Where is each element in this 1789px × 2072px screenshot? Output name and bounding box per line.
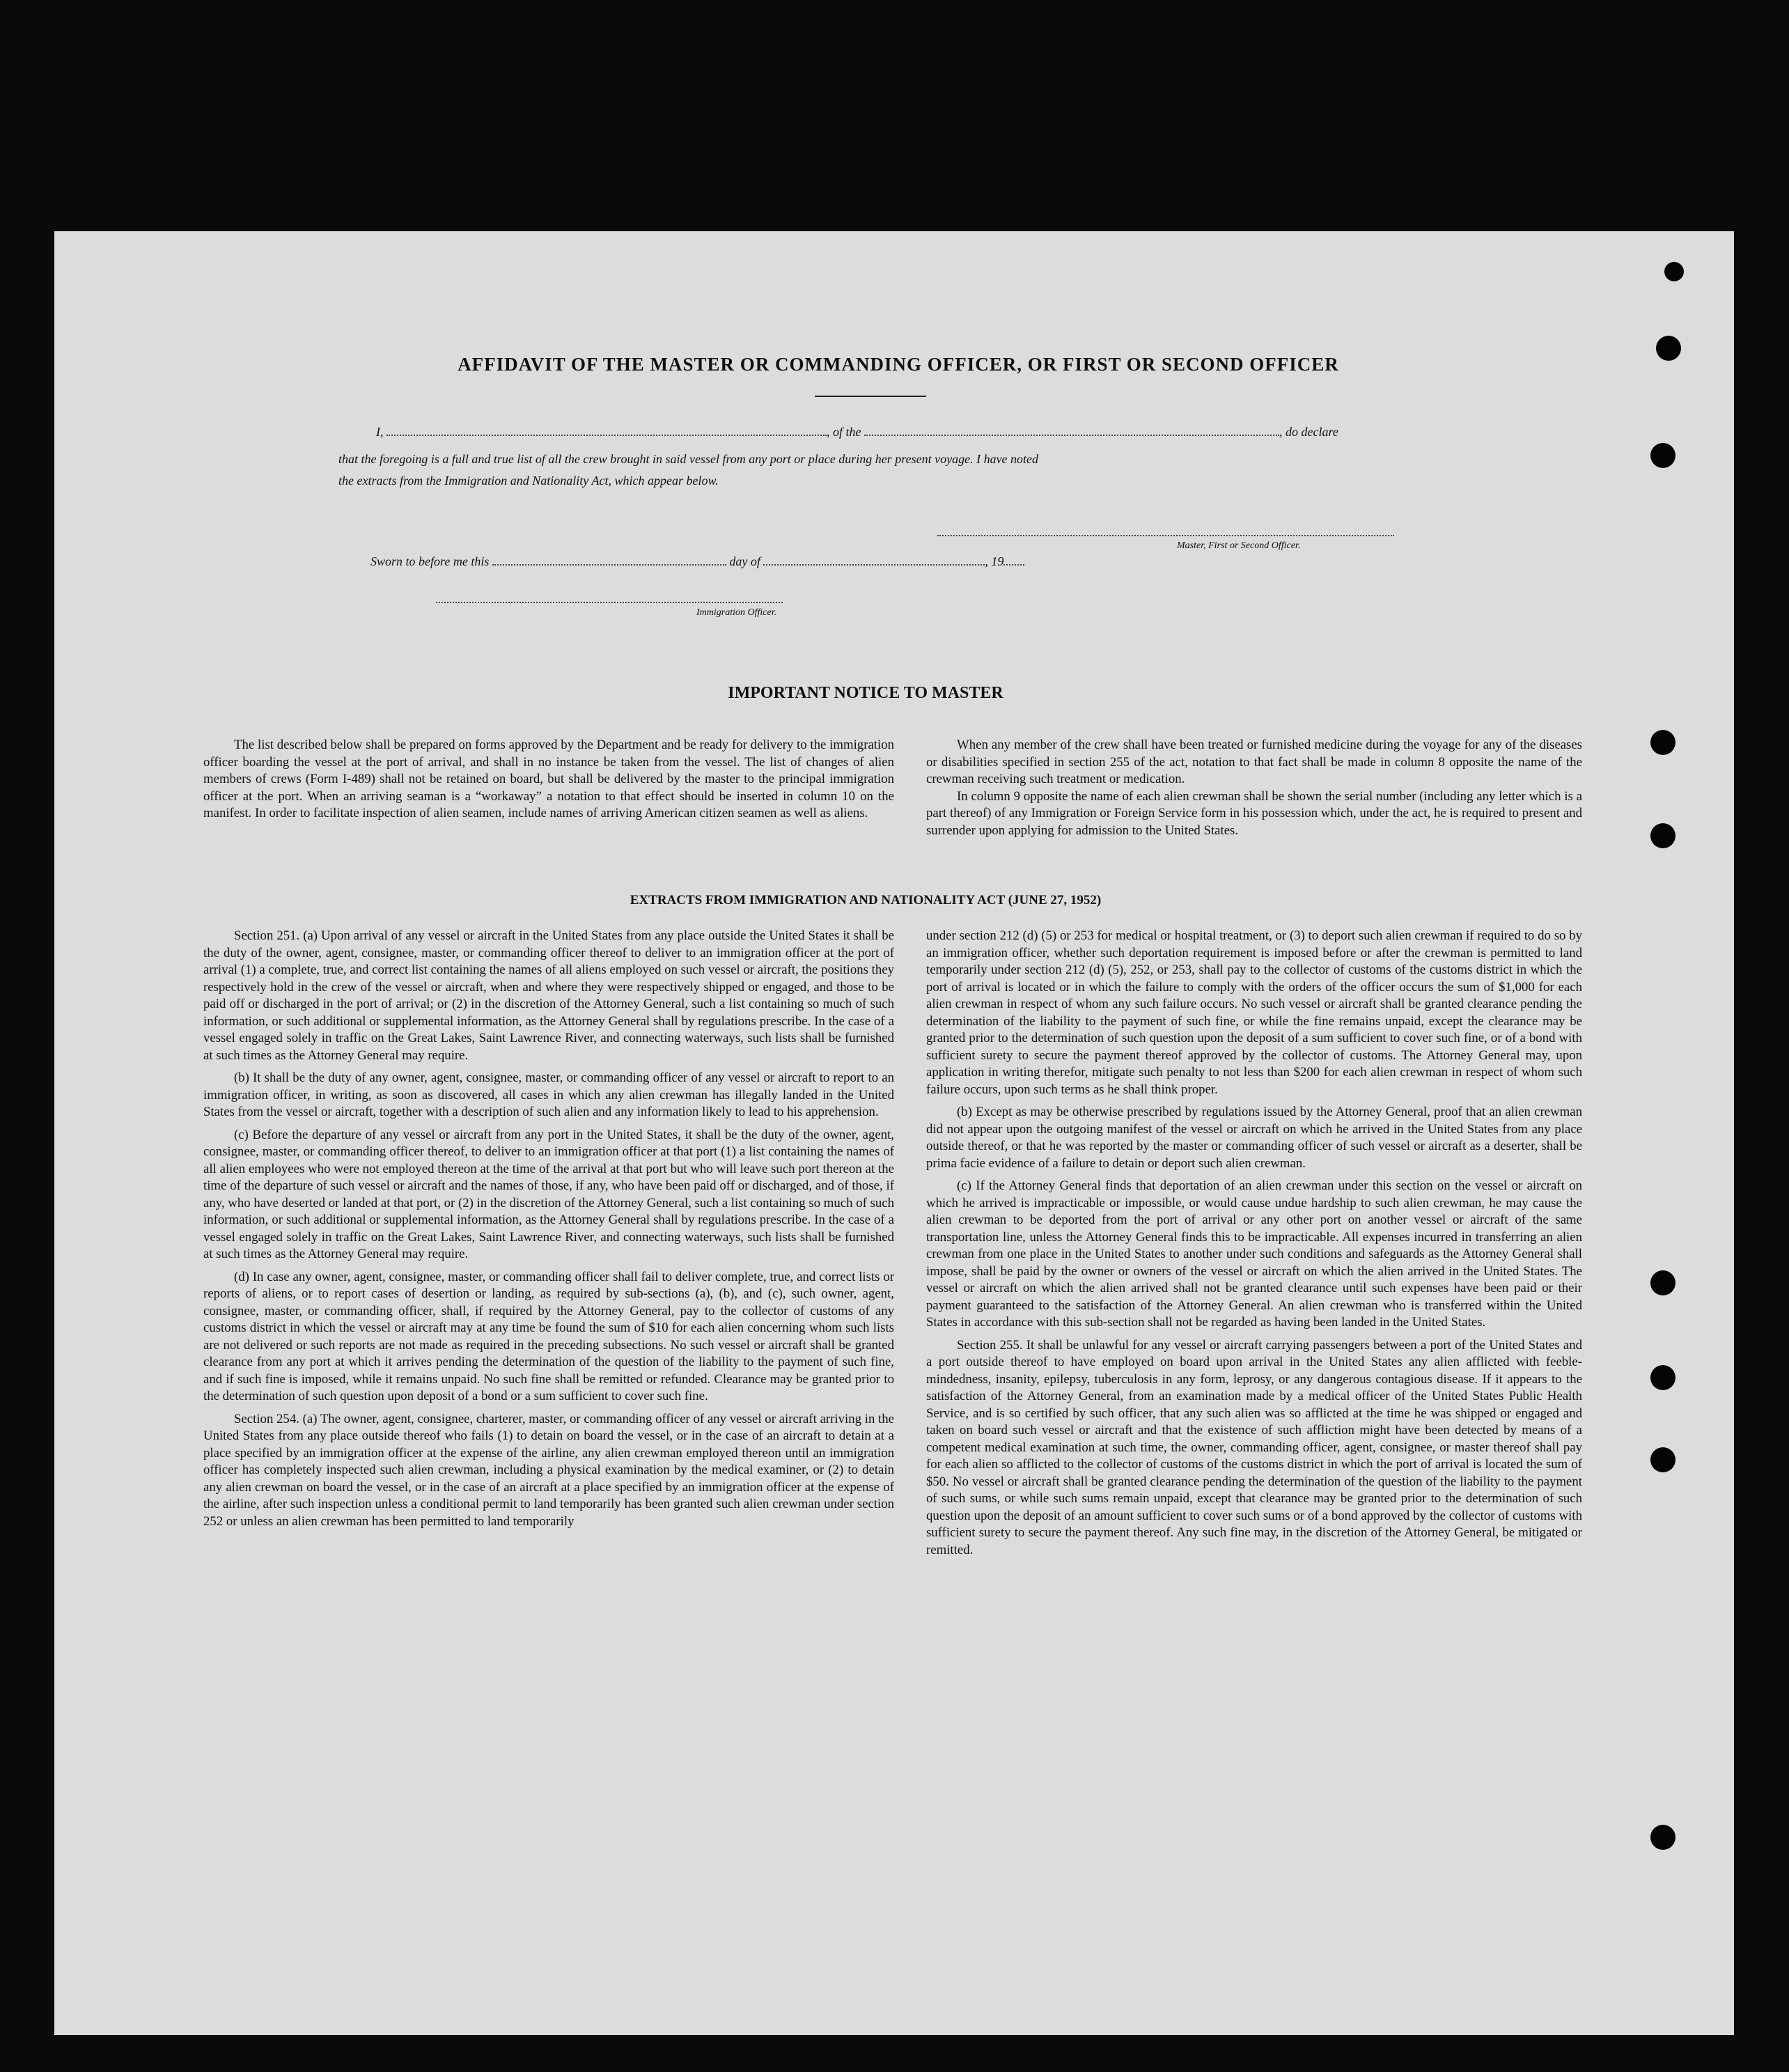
section-251-a: Section 251. (a) Upon arrival of any vessel or aircraft in the United States from any place outside the United States it shall be the duty of the owner, agent, consignee, master, or commanding officer thereof to deliver to an immigration officer at the port of arrival (1) a complete, true, and correct list containing the names of all aliens employed on such vessel or aircraft, the positions they respectively hold in the crew of the vessel or aircraft, when and where they were respectively shipped or engaged, and those to be paid off or discharged in the port of arrival; or (2) in the discretion of the Attorney General, such a list containing so much of such information, or such additional or supplemental information, as the Attorney General shall by regulations prescribe. In the case of a vessel engaged solely in traffic on the Great Lakes, Saint Lawrence River, and connecting waterways, such lists shall be furnished at such times as the Attorney General may require. xyxy=(203,928,894,1063)
punch-hole xyxy=(1650,1447,1675,1472)
section-254-b: (b) Except as may be otherwise prescribed by regulations issued by the Attorney General, proof that an alien crewman did not appear upon the outgoing manifest of the vessel or aircraft on which he arrived in the United States from any place outside thereof, or that he was reported by the master or commanding officer of such vessel or aircraft as a deserter, shall be prima facie evidence of a failure to detain or deport such alien crewman. xyxy=(926,1105,1582,1171)
affidavit-line-3: the extracts from the Immigration and Nationality Act, which appear below. xyxy=(338,474,719,488)
punch-hole xyxy=(1650,730,1675,755)
affidavit-line-1 xyxy=(376,425,1338,439)
title-underline xyxy=(815,396,926,397)
notice-right-column xyxy=(926,737,1582,839)
sworn-label: Sworn to before me this xyxy=(370,554,490,568)
affidavit-title: AFFIDAVIT OF THE MASTER OR COMMANDING OFFICER, OR FIRST OR SECOND OFFICER xyxy=(458,354,1339,375)
master-signature-label: Master, First or Second Officer. xyxy=(1177,540,1301,551)
name-blank[interactable] xyxy=(386,432,827,436)
sworn-month-blank[interactable] xyxy=(763,561,985,566)
section-251-d: (d) In case any owner, agent, consignee, master, or commanding officer shall fail to deliver complete, true, and correct lists or reports of aliens, or to report cases of desertion or landing, as required by sub-sections (a), (b), and (c), such owner, agent, consignee, master, or commanding officer, shall, if required by the Attorney General, pay to the collector of customs of any customs district in which the vessel or aircraft may at any time be found the sum of $10 for each alien concerning whom such lists are not delivered or such reports are not made as required in the preceding subsections. No such vessel or aircraft shall be granted clearance from any port at which it arrives pending the determination of the question of the liability to the payment of such fine, and if such fine is imposed, while it remains unpaid. No such fine shall be remitted or refunded. Clearance may be granted prior to the determination of such question upon deposit of a bond or a sum sufficient to cover such fine. xyxy=(203,1269,894,1403)
immigration-officer-signature-line[interactable] xyxy=(436,602,783,603)
notice-left-text: The list described below shall be prepared on forms approved by the Department and be ready for delivery to the immigration officer boarding the vessel at the port of arrival, and shall in no instance be taken from the vessel. The list of changes of alien members of crews (Form I-489) shall not be retained on board, but shall be delivered by the master to the principal immigration officer at the port. When an arriving seaman is a “workaway” a notation to that effect should be inserted in column 10 on the manifest. In order to facilitate inspection of alien seamen, include names of arriving American citizen seamen as well as aliens. xyxy=(203,738,894,820)
punch-hole xyxy=(1650,1365,1675,1390)
day-of-label: day of xyxy=(729,554,760,568)
section-255: Section 255. It shall be unlawful for any vessel or aircraft carrying passengers between a port of the United States and a port outside thereof to have employed on board upon arrival in the United States any alien afflicted with feeble-mindedness, insanity, epilepsy, tuberculosis in any form, leprosy, or any dangerous contagious disease. If it appears to the satisfaction of the Attorney General, from an examination made by a medical officer of the United States Public Health Service, and is so certified by such officer, that any such alien was so afflicted at the time he was shipped or engaged and taken on board such vessel or aircraft and that the existence of such affliction might have been detected by means of a competent medical examination at such time, the owner, commanding officer, agent, consignee, or master thereof shall pay for each alien so afflicted to the collector of customs of the customs district in which the port of arrival is located the sum of $50. No vessel or aircraft shall be granted clearance pending the determination of the question of the liability to the payment of such sums, or while such sums remain unpaid, except that clearance may be granted prior to the determination of such question upon the deposit of an amount sufficient to cover such sums or of a bond approved by the collector of customs with sufficient surety to secure the payment thereof. Any such fine may, in the discretion of the Attorney General, be mitigated or remitted. xyxy=(926,1337,1582,1557)
section-251-c: (c) Before the departure of any vessel or aircraft from any port in the United States, it shall be the duty of the owner, agent, consignee, master, or commanding officer thereof, to deliver to an immigration officer at that port (1) a list containing the names of all alien employees who were not employed thereon at the time of the arrival at that port but who will leave such port thereon at the time of the departure of such vessel or aircraft and the names of those, if any, who have been paid off or discharged, and of those, if any, who have deserted or landed at that port, or (2) in the discretion of the Attorney General, such a list containing so much of such information, or such additional or supplemental information, as the Attorney General shall by regulations prescribe. In the case of a vessel engaged solely in traffic on the Great Lakes, Saint Lawrence River, and connecting waterways, such lists shall be furnished at such times as the Attorney General may require. xyxy=(203,1127,894,1261)
notice-title: IMPORTANT NOTICE TO MASTER xyxy=(728,684,1003,702)
year-label: , 19 xyxy=(985,554,1004,568)
notice-right-p2: In column 9 opposite the name of each alien crewman shall be shown the serial number (including any letter which is a part thereof) of any Immigration or Foreign Service form in his possession which, under the act, he is required to present and surrender upon applying for admission to the United States. xyxy=(926,788,1582,838)
do-declare-label: , do declare xyxy=(1279,425,1338,439)
section-254-a: Section 254. (a) The owner, agent, consignee, charterer, master, or commanding officer of any vessel or aircraft arriving in the United States from any place outside thereof who fails (1) to detain on board the vessel, or in the case of an aircraft to detain at a place specified by an immigration officer at the expense of the airline, any alien crewman employed thereon until an immigration officer has completely inspected such alien crewman, including a physical examination by the medical examiner, or (2) to detain any alien crewman on board the vessel, or in the case of an aircraft at a place specified by an immigration officer at the expense of the airline, after such inspection unless a conditional permit to land temporarily has been granted such alien crewman under section 252 or unless an alien crewman has been permitted to land temporarily xyxy=(203,1411,894,1529)
vessel-blank[interactable] xyxy=(864,432,1279,436)
punch-hole xyxy=(1650,1270,1675,1295)
punch-hole xyxy=(1656,336,1681,361)
immigration-officer-label: Immigration Officer. xyxy=(696,607,777,618)
notice-left-column xyxy=(203,737,894,823)
sworn-day-blank[interactable] xyxy=(492,561,726,566)
notice-right-p1: When any member of the crew shall have been treated or furnished medicine during the voyage for any of the diseases or disabilities specified in section 255 of the act, notation to that fact shall be made in column 8 opposite the name of the crewman receiving such treatment or medication. xyxy=(926,738,1582,786)
extracts-left-column xyxy=(203,928,894,1536)
affidavit-line-2: that the foregoing is a full and true list of all the crew brought in said vessel from any port or place during her present voyage. I have noted xyxy=(338,452,1039,466)
section-254-c: (c) If the Attorney General finds that deportation of an alien crewman under this section on the vessel or aircraft on which he arrived is impracticable or impossible, or would cause undue hardship to such alien crewman, he may cause the alien crewman to be deported from the port of arrival or any other port on another vessel or aircraft of the same transportation line, unless the Attorney General finds this to be impracticable. All expenses incurred in transferring an alien crewman from one place in the United States to another under such conditions and safeguards as the Attorney General shall impose, shall be paid by the owner or owners of the vessel or aircraft on which the alien arrived in the United States. The vessel or aircraft on which the alien arrived shall not be granted clearance until such expenses have been paid or their payment guaranteed to the satisfaction of the Attorney General. An alien crewman who is transferred within the United States in accordance with this sub-section shall not be regarded as having been landed in the United States. xyxy=(926,1178,1582,1330)
extracts-right-column xyxy=(926,928,1582,1564)
punch-hole xyxy=(1650,823,1675,848)
punch-hole xyxy=(1650,443,1675,468)
year-blank[interactable] xyxy=(1003,561,1024,566)
punch-hole xyxy=(1664,262,1684,281)
document-page xyxy=(54,231,1734,2035)
of-the-label: , of the xyxy=(827,425,861,439)
master-signature-line[interactable] xyxy=(937,535,1394,536)
section-251-b: (b) It shall be the duty of any owner, agent, consignee, master, or commanding officer of any vessel or aircraft to report to an immigration officer, in writing, as soon as discovered, all cases in which any alien crewman has illegally landed in the United States from the vessel or aircraft, together with a description of such alien and any information likely to lead to his apprehension. xyxy=(203,1070,894,1119)
sworn-line xyxy=(370,554,1024,569)
extracts-title: EXTRACTS FROM IMMIGRATION AND NATIONALITY ACT (JUNE 27, 1952) xyxy=(630,893,1102,908)
punch-hole xyxy=(1650,1825,1675,1850)
affidavit-i-label: I, xyxy=(376,425,384,439)
section-254-a-continued: under section 212 (d) (5) or 253 for medical or hospital treatment, or (3) to deport such alien crewman if required to do so by an immigration officer, whether such deportation requirement is imposed before or after the crewman is permitted to land temporarily under section 212 (d) (5), 252, or 253, shall pay to the collector of customs of the customs district in which the port of arrival is located or in which the failure to comply with the orders of the officer occurs the sum of $1,000 for each alien crewman in respect of whom any such failure occurs. No such vessel or aircraft shall be granted clearance pending the determination of the liability to the payment of such fine, or while the fine remains unpaid, except the clearance may be granted prior to the determination of such question upon the deposit of a sum sufficient to cover such fine, or of a bond with sufficient surety to secure the payment thereof approved by the collector of customs. The Attorney General may, upon application in writing therefor, mitigate such penalty to not less than $200 for each alien crewman in respect of whom such failure occurs, upon such terms as he shall think proper. xyxy=(926,928,1582,1097)
